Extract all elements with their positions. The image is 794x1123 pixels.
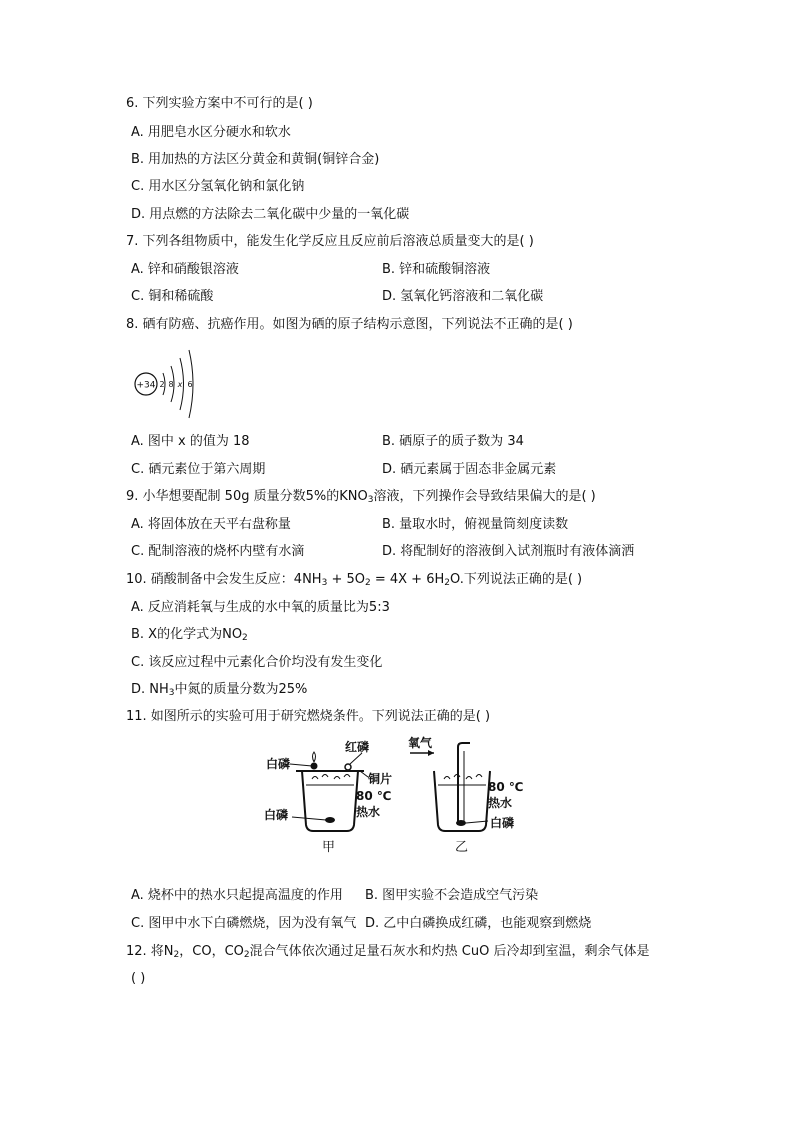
q12-stem: 12. 将$N_2$，CO，$CO_2$混合气体依次通过足量石灰水和灼热 CuO 后冷却到室温，剩余气体是 — [126, 944, 650, 960]
label-temperature-yi: 80 ℃ — [488, 780, 524, 794]
q6-stem: 6. 下列实验方案中不可行的是( ) — [126, 96, 313, 111]
q11-option-c: C. 图甲中水下白磷燃烧，因为没有氧气 — [131, 916, 357, 931]
label-copper-plate: 铜片 — [368, 772, 393, 786]
shell-count-2: 8 — [168, 380, 174, 389]
q9-option-c: C. 配制溶液的烧杯内壁有水滴 — [131, 544, 305, 559]
q9-option-b: B. 量取水时，俯视量筒刻度读数 — [382, 517, 569, 532]
q6-option-b: B. 用加热的方法区分黄金和黄铜(铜锌合金) — [131, 152, 380, 167]
shell-count-3: x — [177, 380, 183, 389]
q8-option-b: B. 硒原子的质子数为 34 — [382, 434, 524, 449]
q10-option-b: B. X的化学式为$NO_2$ — [131, 627, 248, 643]
white-phosphorus-yi — [456, 820, 466, 826]
label-yi: 乙 — [455, 840, 469, 855]
label-white-phosphorus-yi: 白磷 — [490, 816, 515, 830]
q9-option-d: D. 将配制好的溶液倒入试剂瓶时有液体滴洒 — [382, 544, 635, 559]
q7-option-d: D. 氢氧化钙溶液和二氧化碳 — [382, 289, 544, 304]
shell-count-1: 2 — [159, 380, 165, 389]
q6-option-d: D. 用点燃的方法除去二氧化碳中少量的一氧化碳 — [131, 207, 410, 222]
oxygen-arrow — [428, 750, 434, 756]
q10-stem: 10. 硝酸制备中会发生反应：$4NH_3 + 5O_2 = 4X + 6H_2O$.下列说法正确的是( ) — [126, 572, 583, 588]
nucleus-charge: +34 — [136, 380, 156, 391]
label-red-phosphorus: 红磷 — [345, 740, 370, 754]
white-phosphorus-underwater — [325, 817, 335, 823]
label-white-phosphorus-bottom: 白磷 — [264, 808, 289, 822]
label-hot-water-jia: 热水 — [356, 805, 381, 819]
q9-stem: 9. 小华想要配制 50g 质量分数5%的$KNO_3$溶液，下列操作会导致结果偏大的是( ) — [126, 489, 596, 505]
q8-option-d: D. 硒元素属于固态非金属元素 — [382, 462, 557, 477]
q10-option-a: A. 反应消耗氧与生成的水中氧的质量比为5:3 — [131, 600, 390, 615]
q7-stem: 7. 下列各组物质中，能发生化学反应且反应前后溶液总质量变大的是( ) — [126, 234, 534, 249]
beaker-yi — [410, 743, 490, 831]
label-jia: 甲 — [322, 840, 336, 855]
q8-option-a: A. 图中 x 的值为 18 — [131, 434, 250, 449]
q9-option-a: A. 将固体放在天平右盘称量 — [131, 517, 291, 532]
combustion-experiment-figure — [262, 735, 532, 860]
q6-option-c: C. 用水区分氢氧化钠和氯化钠 — [131, 179, 305, 194]
q7-option-c: C. 铜和稀硫酸 — [131, 289, 214, 304]
q11-stem: 11. 如图所示的实验可用于研究燃烧条件。下列说法正确的是( ) — [126, 709, 491, 724]
q12-stem-continued: ( ) — [131, 971, 146, 986]
q11-option-b: B. 图甲实验不会造成空气污染 — [365, 888, 539, 903]
label-white-phosphorus-top: 白磷 — [266, 757, 291, 771]
label-oxygen: 氧气 — [408, 736, 433, 750]
selenium-atom-diagram — [130, 344, 210, 424]
q11-option-a: A. 烧杯中的热水只起提高温度的作用 — [131, 888, 343, 903]
label-hot-water-yi: 热水 — [488, 796, 513, 810]
q7-option-a: A. 锌和硝酸银溶液 — [131, 262, 239, 277]
label-temperature-jia: 80 ℃ — [356, 789, 392, 803]
q8-stem: 8. 硒有防癌、抗癌作用。如图为硒的原子结构示意图，下列说法不正确的是( ) — [126, 317, 573, 332]
q8-option-c: C. 硒元素位于第六周期 — [131, 462, 266, 477]
q11-option-d: D. 乙中白磷换成红磷，也能观察到燃烧 — [365, 916, 592, 931]
q6-option-a: A. 用肥皂水区分硬水和软水 — [131, 125, 291, 140]
red-phosphorus — [345, 764, 351, 770]
q7-option-b: B. 锌和硫酸铜溶液 — [382, 262, 491, 277]
q10-option-d: D. $NH_3$中氮的质量分数为25% — [131, 682, 308, 698]
shell-count-4: 6 — [187, 380, 193, 389]
q10-option-c: C. 该反应过程中元素化合价均没有发生变化 — [131, 655, 383, 670]
